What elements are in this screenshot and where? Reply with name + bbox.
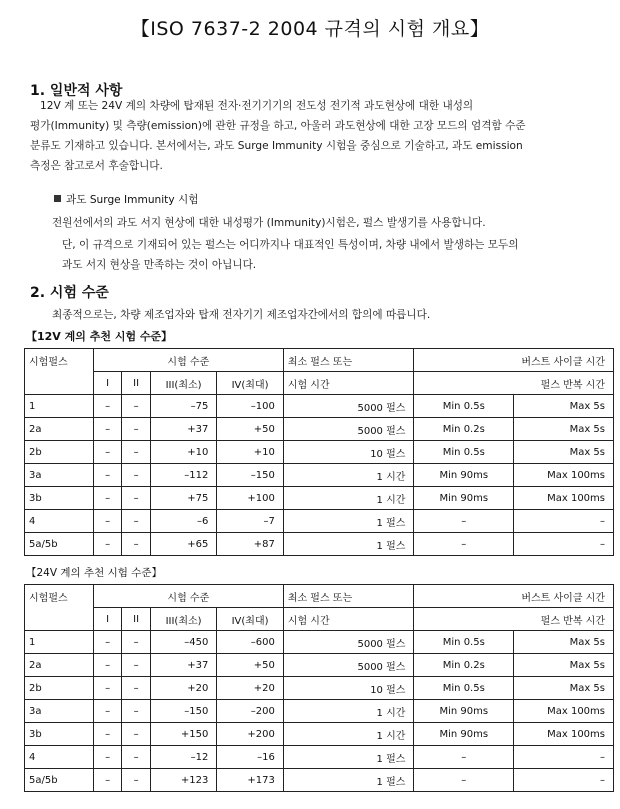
cell-test-time: 1 펄스 bbox=[283, 533, 414, 556]
table-24v bbox=[24, 584, 614, 792]
paragraph-line: 최종적으로는, 차량 제조업자와 탑재 전자기기 제조업자간에서의 합의에 따릅니다. bbox=[52, 309, 431, 321]
cell-level-ii: – bbox=[122, 418, 150, 441]
table-row bbox=[25, 487, 614, 510]
cell-level-ii: – bbox=[122, 533, 150, 556]
cell-burst-min: Min 0.5s bbox=[414, 441, 514, 464]
cell-level-i: – bbox=[93, 464, 121, 487]
table-row bbox=[25, 510, 614, 533]
cell-level-iii: +123 bbox=[150, 769, 216, 792]
cell-burst-max: Max 5s bbox=[514, 418, 614, 441]
cell-pulse: 3b bbox=[25, 723, 94, 746]
cell-burst-min: – bbox=[414, 746, 514, 769]
cell-burst-max: Max 5s bbox=[514, 654, 614, 677]
header-level-ii: II bbox=[122, 372, 150, 395]
section-1-paragraph bbox=[30, 96, 612, 176]
table-24v-caption: 【24V 계의 추천 시험 수준】 bbox=[26, 567, 163, 579]
table-row bbox=[25, 395, 614, 418]
cell-burst-max: Max 100ms bbox=[514, 464, 614, 487]
paragraph-line: 전원선에서의 과도 서지 현상에 대한 내성평가 (Immunity)시험은, 펄스 발생기를 사용합니다. bbox=[52, 217, 486, 229]
cell-level-i: – bbox=[93, 654, 121, 677]
header-level-i: I bbox=[93, 372, 121, 395]
section-2-paragraph bbox=[52, 305, 612, 325]
cell-burst-min: Min 0.5s bbox=[414, 395, 514, 418]
cell-level-iii: –75 bbox=[150, 395, 216, 418]
cell-burst-min: Min 0.5s bbox=[414, 631, 514, 654]
header-level-iii: III(최소) bbox=[150, 372, 216, 395]
header-level: 시험 수준 bbox=[93, 585, 283, 608]
bullet-text: 과도 Surge Immunity 시험 bbox=[66, 194, 199, 206]
header-burst: 버스트 사이클 시간 bbox=[414, 585, 614, 608]
cell-level-i: – bbox=[93, 533, 121, 556]
cell-level-iii: –12 bbox=[150, 746, 216, 769]
cell-pulse: 2b bbox=[25, 677, 94, 700]
header-test-time: 시험 시간 bbox=[283, 608, 414, 631]
cell-level-iv: –150 bbox=[217, 464, 284, 487]
cell-pulse: 3b bbox=[25, 487, 94, 510]
cell-level-i: – bbox=[93, 746, 121, 769]
table-row bbox=[25, 631, 614, 654]
cell-level-ii: – bbox=[122, 700, 150, 723]
cell-level-iii: –150 bbox=[150, 700, 216, 723]
cell-level-i: – bbox=[93, 395, 121, 418]
cell-level-i: – bbox=[93, 441, 121, 464]
bullet-item bbox=[54, 192, 198, 207]
table-row bbox=[25, 746, 614, 769]
cell-level-i: – bbox=[93, 631, 121, 654]
cell-burst-min: Min 90ms bbox=[414, 723, 514, 746]
cell-test-time: 1 시간 bbox=[283, 464, 414, 487]
cell-level-ii: – bbox=[122, 510, 150, 533]
cell-level-iii: +37 bbox=[150, 654, 216, 677]
cell-burst-min: Min 0.5s bbox=[414, 677, 514, 700]
cell-test-time: 1 시간 bbox=[283, 700, 414, 723]
header-pulse-repeat: 펄스 반복 시간 bbox=[414, 372, 614, 395]
cell-level-iv: –200 bbox=[217, 700, 284, 723]
table-row bbox=[25, 723, 614, 746]
cell-level-iii: +65 bbox=[150, 533, 216, 556]
cell-level-i: – bbox=[93, 677, 121, 700]
cell-test-time: 1 펄스 bbox=[283, 746, 414, 769]
cell-pulse: 2a bbox=[25, 418, 94, 441]
cell-burst-min: – bbox=[414, 533, 514, 556]
cell-level-ii: – bbox=[122, 654, 150, 677]
cell-burst-min: Min 90ms bbox=[414, 464, 514, 487]
paragraph-line: 과도 서지 현상을 만족하는 것이 아닙니다. bbox=[62, 259, 257, 271]
cell-pulse: 5a/5b bbox=[25, 533, 94, 556]
cell-burst-max: Max 100ms bbox=[514, 700, 614, 723]
cell-test-time: 1 시간 bbox=[283, 487, 414, 510]
cell-test-time: 10 펄스 bbox=[283, 677, 414, 700]
cell-level-ii: – bbox=[122, 487, 150, 510]
cell-level-iv: +50 bbox=[217, 418, 284, 441]
cell-pulse: 3a bbox=[25, 464, 94, 487]
cell-level-iv: +50 bbox=[217, 654, 284, 677]
cell-pulse: 3a bbox=[25, 700, 94, 723]
cell-level-ii: – bbox=[122, 464, 150, 487]
cell-test-time: 5000 펄스 bbox=[283, 654, 414, 677]
cell-burst-min: Min 90ms bbox=[414, 487, 514, 510]
cell-pulse: 4 bbox=[25, 510, 94, 533]
cell-burst-min: Min 0.2s bbox=[414, 418, 514, 441]
cell-level-iii: +10 bbox=[150, 441, 216, 464]
cell-test-time: 10 펄스 bbox=[283, 441, 414, 464]
table-row bbox=[25, 441, 614, 464]
cell-level-ii: – bbox=[122, 631, 150, 654]
cell-level-iv: +173 bbox=[217, 769, 284, 792]
table-row bbox=[25, 700, 614, 723]
cell-level-ii: – bbox=[122, 441, 150, 464]
cell-level-i: – bbox=[93, 418, 121, 441]
cell-pulse: 2a bbox=[25, 654, 94, 677]
paragraph-line: 12V 계 또는 24V 계의 차량에 탑재된 전자·전기기기의 전도성 전기적 과도현상에 대한 내성의 bbox=[40, 100, 474, 112]
header-pulse: 시험펄스 bbox=[25, 585, 94, 631]
cell-burst-max: – bbox=[514, 769, 614, 792]
section-1-heading: 1. 일반적 사항 bbox=[30, 83, 123, 99]
cell-burst-max: – bbox=[514, 533, 614, 556]
cell-level-i: – bbox=[93, 510, 121, 533]
cell-level-iv: +100 bbox=[217, 487, 284, 510]
cell-level-iv: –16 bbox=[217, 746, 284, 769]
square-bullet-icon bbox=[54, 195, 61, 202]
header-pulse-repeat: 펄스 반복 시간 bbox=[414, 608, 614, 631]
cell-level-iv: –7 bbox=[217, 510, 284, 533]
header-level-i: I bbox=[93, 608, 121, 631]
cell-level-i: – bbox=[93, 700, 121, 723]
cell-test-time: 5000 펄스 bbox=[283, 395, 414, 418]
header-level-iv: IV(최대) bbox=[217, 608, 284, 631]
header-level-ii: II bbox=[122, 608, 150, 631]
paragraph-line: 평가(Immunity) 및 측량(emission)에 관한 규정을 하고, 아울러 과도현상에 대한 고장 모드의 엄격함 수준 bbox=[30, 120, 526, 132]
cell-level-ii: – bbox=[122, 769, 150, 792]
table-row bbox=[25, 677, 614, 700]
cell-test-time: 5000 펄스 bbox=[283, 631, 414, 654]
cell-level-iii: –112 bbox=[150, 464, 216, 487]
cell-level-iv: –600 bbox=[217, 631, 284, 654]
cell-level-iii: +37 bbox=[150, 418, 216, 441]
cell-burst-max: Max 100ms bbox=[514, 723, 614, 746]
cell-burst-max: Max 100ms bbox=[514, 487, 614, 510]
cell-pulse: 5a/5b bbox=[25, 769, 94, 792]
header-test-time: 시험 시간 bbox=[283, 372, 414, 395]
cell-level-iv: +20 bbox=[217, 677, 284, 700]
section-2-heading: 2. 시험 수준 bbox=[30, 285, 109, 301]
cell-level-iv: –100 bbox=[217, 395, 284, 418]
header-burst: 버스트 사이클 시간 bbox=[414, 349, 614, 372]
header-min-pulse: 최소 펄스 또는 bbox=[283, 585, 414, 608]
cell-level-iii: –6 bbox=[150, 510, 216, 533]
table-12v-caption: 【12V 계의 추천 시험 수준】 bbox=[26, 330, 173, 343]
cell-level-iv: +200 bbox=[217, 723, 284, 746]
paragraph-line: 분류도 기재하고 있습니다. 본서에서는, 과도 Surge Immunity 시험을 중심으로 기술하고, 과도 emission bbox=[30, 140, 523, 152]
cell-burst-max: Max 5s bbox=[514, 677, 614, 700]
header-level-iii: III(최소) bbox=[150, 608, 216, 631]
cell-test-time: 1 펄스 bbox=[283, 769, 414, 792]
cell-test-time: 1 시간 bbox=[283, 723, 414, 746]
table-row bbox=[25, 418, 614, 441]
cell-burst-min: Min 0.2s bbox=[414, 654, 514, 677]
cell-level-iii: –450 bbox=[150, 631, 216, 654]
table-row bbox=[25, 769, 614, 792]
cell-level-i: – bbox=[93, 769, 121, 792]
cell-level-iv: +87 bbox=[217, 533, 284, 556]
cell-level-i: – bbox=[93, 723, 121, 746]
cell-level-ii: – bbox=[122, 395, 150, 418]
cell-burst-max: Max 5s bbox=[514, 441, 614, 464]
header-level: 시험 수준 bbox=[93, 349, 283, 372]
cell-test-time: 5000 펄스 bbox=[283, 418, 414, 441]
cell-burst-max: Max 5s bbox=[514, 631, 614, 654]
sub-paragraph-2 bbox=[62, 235, 610, 275]
sub-paragraph-1 bbox=[52, 213, 612, 233]
cell-level-iii: +75 bbox=[150, 487, 216, 510]
header-min-pulse: 최소 펄스 또는 bbox=[283, 349, 414, 372]
cell-burst-min: Min 90ms bbox=[414, 700, 514, 723]
cell-pulse: 4 bbox=[25, 746, 94, 769]
header-level-iv: IV(최대) bbox=[217, 372, 284, 395]
cell-test-time: 1 펄스 bbox=[283, 510, 414, 533]
table-row bbox=[25, 464, 614, 487]
cell-level-iii: +150 bbox=[150, 723, 216, 746]
cell-level-iii: +20 bbox=[150, 677, 216, 700]
cell-pulse: 2b bbox=[25, 441, 94, 464]
cell-level-ii: – bbox=[122, 677, 150, 700]
cell-level-iv: +10 bbox=[217, 441, 284, 464]
cell-burst-min: – bbox=[414, 510, 514, 533]
table-12v bbox=[24, 348, 614, 556]
cell-level-ii: – bbox=[122, 723, 150, 746]
cell-burst-max: Max 5s bbox=[514, 395, 614, 418]
table-row bbox=[25, 654, 614, 677]
cell-level-ii: – bbox=[122, 746, 150, 769]
page-title: 【ISO 7637-2 2004 규격의 시험 개요】 bbox=[130, 18, 490, 40]
paragraph-line: 단, 이 규격으로 기재되어 있는 펄스는 어디까지나 대표적인 특성이며, 차량 내에서 발생하는 모두의 bbox=[62, 239, 519, 251]
paragraph-line: 측정은 참고로서 후술합니다. bbox=[30, 160, 163, 172]
cell-pulse: 1 bbox=[25, 631, 94, 654]
table-row bbox=[25, 533, 614, 556]
cell-burst-min: – bbox=[414, 769, 514, 792]
cell-level-i: – bbox=[93, 487, 121, 510]
cell-pulse: 1 bbox=[25, 395, 94, 418]
cell-burst-max: – bbox=[514, 510, 614, 533]
header-pulse: 시험펄스 bbox=[25, 349, 94, 395]
cell-burst-max: – bbox=[514, 746, 614, 769]
